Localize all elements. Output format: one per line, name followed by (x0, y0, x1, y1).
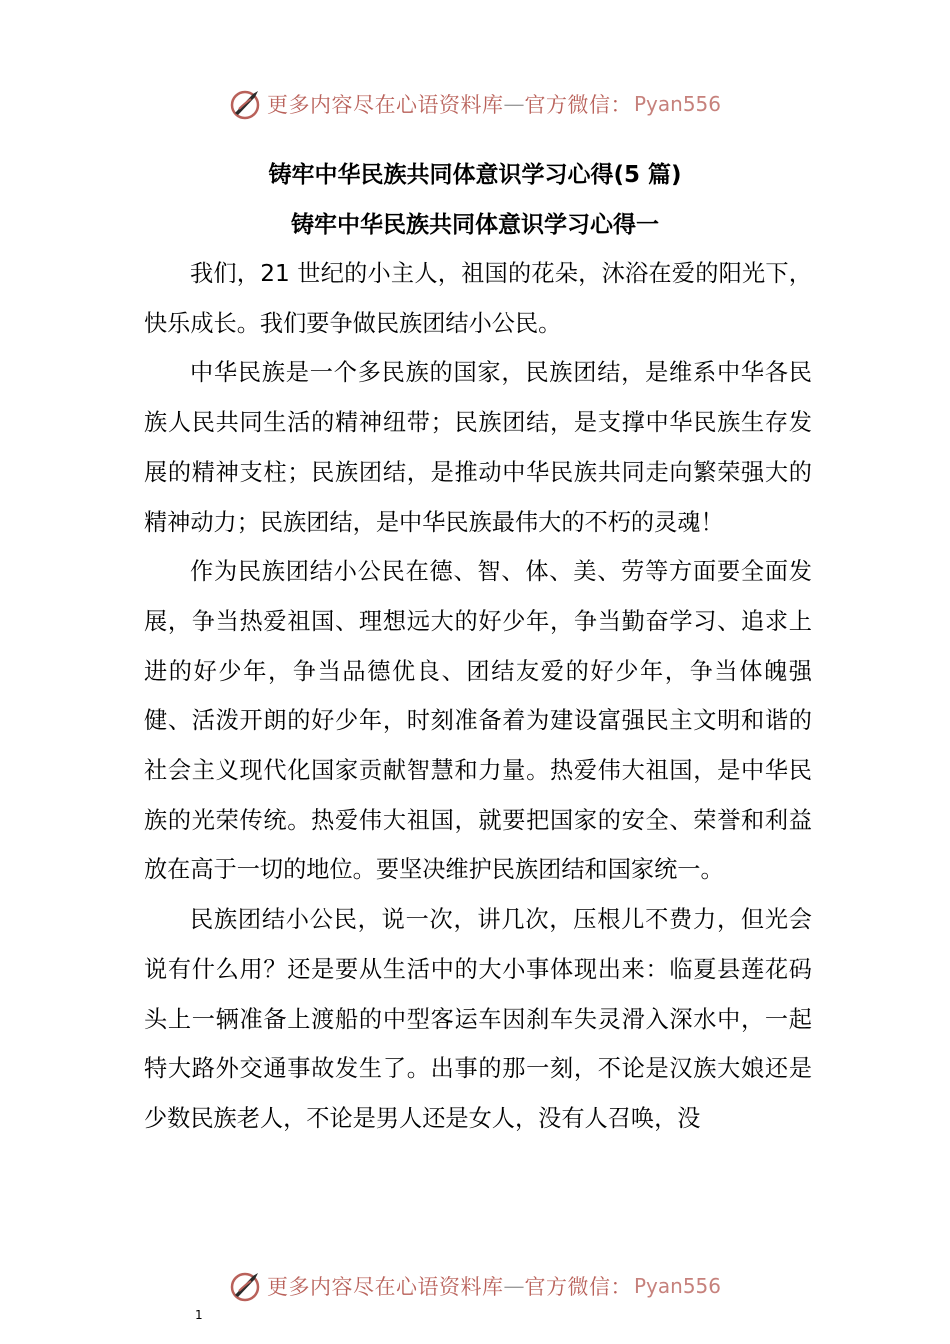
watermark-text: 更多内容尽在心语资料库 (266, 1275, 504, 1299)
document-subtitle: 铸牢中华民族共同体意识学习心得一 (291, 212, 659, 238)
document-title: 铸牢中华民族共同体意识学习心得(5 篇) (268, 162, 682, 188)
watermark-id: Pyan556 (633, 1274, 721, 1298)
pen-logo-icon (229, 1269, 263, 1303)
paragraph: 我们，21 世纪的小主人，祖国的花朵，沐浴在爱的阳光下，快乐成长。我们要争做民族团结小公民。 (144, 260, 812, 337)
watermark-separator: — (503, 92, 525, 116)
footer-watermark (0, 1266, 950, 1306)
pen-logo-icon (229, 87, 263, 121)
paragraph: 作为民族团结小公民在德、智、体、美、劳等方面要全面发展，争当热爱祖国、理想远大的好少年，争当勤奋学习、追求上进的好少年，争当品德优良、团结友爱的好少年，争当体魄强健、活泼开朗的好少年，时刻准备着为建设富强民主文明和谐的社会主义现代化国家贡献智慧和力量。热爱伟大祖国，是中华民族的光荣传统。热爱伟大祖国，就要把国家的安全、荣誉和利益放在高于一切的地位。要坚决维护民族团结和国家统一。 (144, 558, 812, 884)
watermark-label: 官方微信： (524, 93, 632, 117)
paragraph: 中华民族是一个多民族的国家，民族团结，是维系中华各民族人民共同生活的精神纽带；民族团结，是支撑中华民族生存发展的精神支柱；民族团结，是推动中华民族共同走向繁荣强大的精神动力；民族团结，是中华民族最伟大的不朽的灵魂！ (144, 359, 812, 536)
watermark-id: Pyan556 (633, 92, 721, 116)
page-number: 1 (195, 1308, 203, 1322)
paragraph: 民族团结小公民，说一次，讲几次，压根儿不费力，但光会说有什么用？还是要从生活中的大小事体现出来：临夏县莲花码头上一辆准备上渡船的中型客运车因刹车失灵滑入深水中，一起特大路外交通事故发生了。出事的那一刻，不论是汉族大娘还是少数民族老人，不论是男人还是女人，没有人召唤，没 (144, 906, 812, 1132)
document-body (144, 249, 812, 1144)
watermark-text: 更多内容尽在心语资料库 (266, 93, 504, 117)
watermark-separator: — (503, 1274, 525, 1298)
watermark-label: 官方微信： (524, 1275, 632, 1299)
header-watermark (0, 84, 950, 124)
